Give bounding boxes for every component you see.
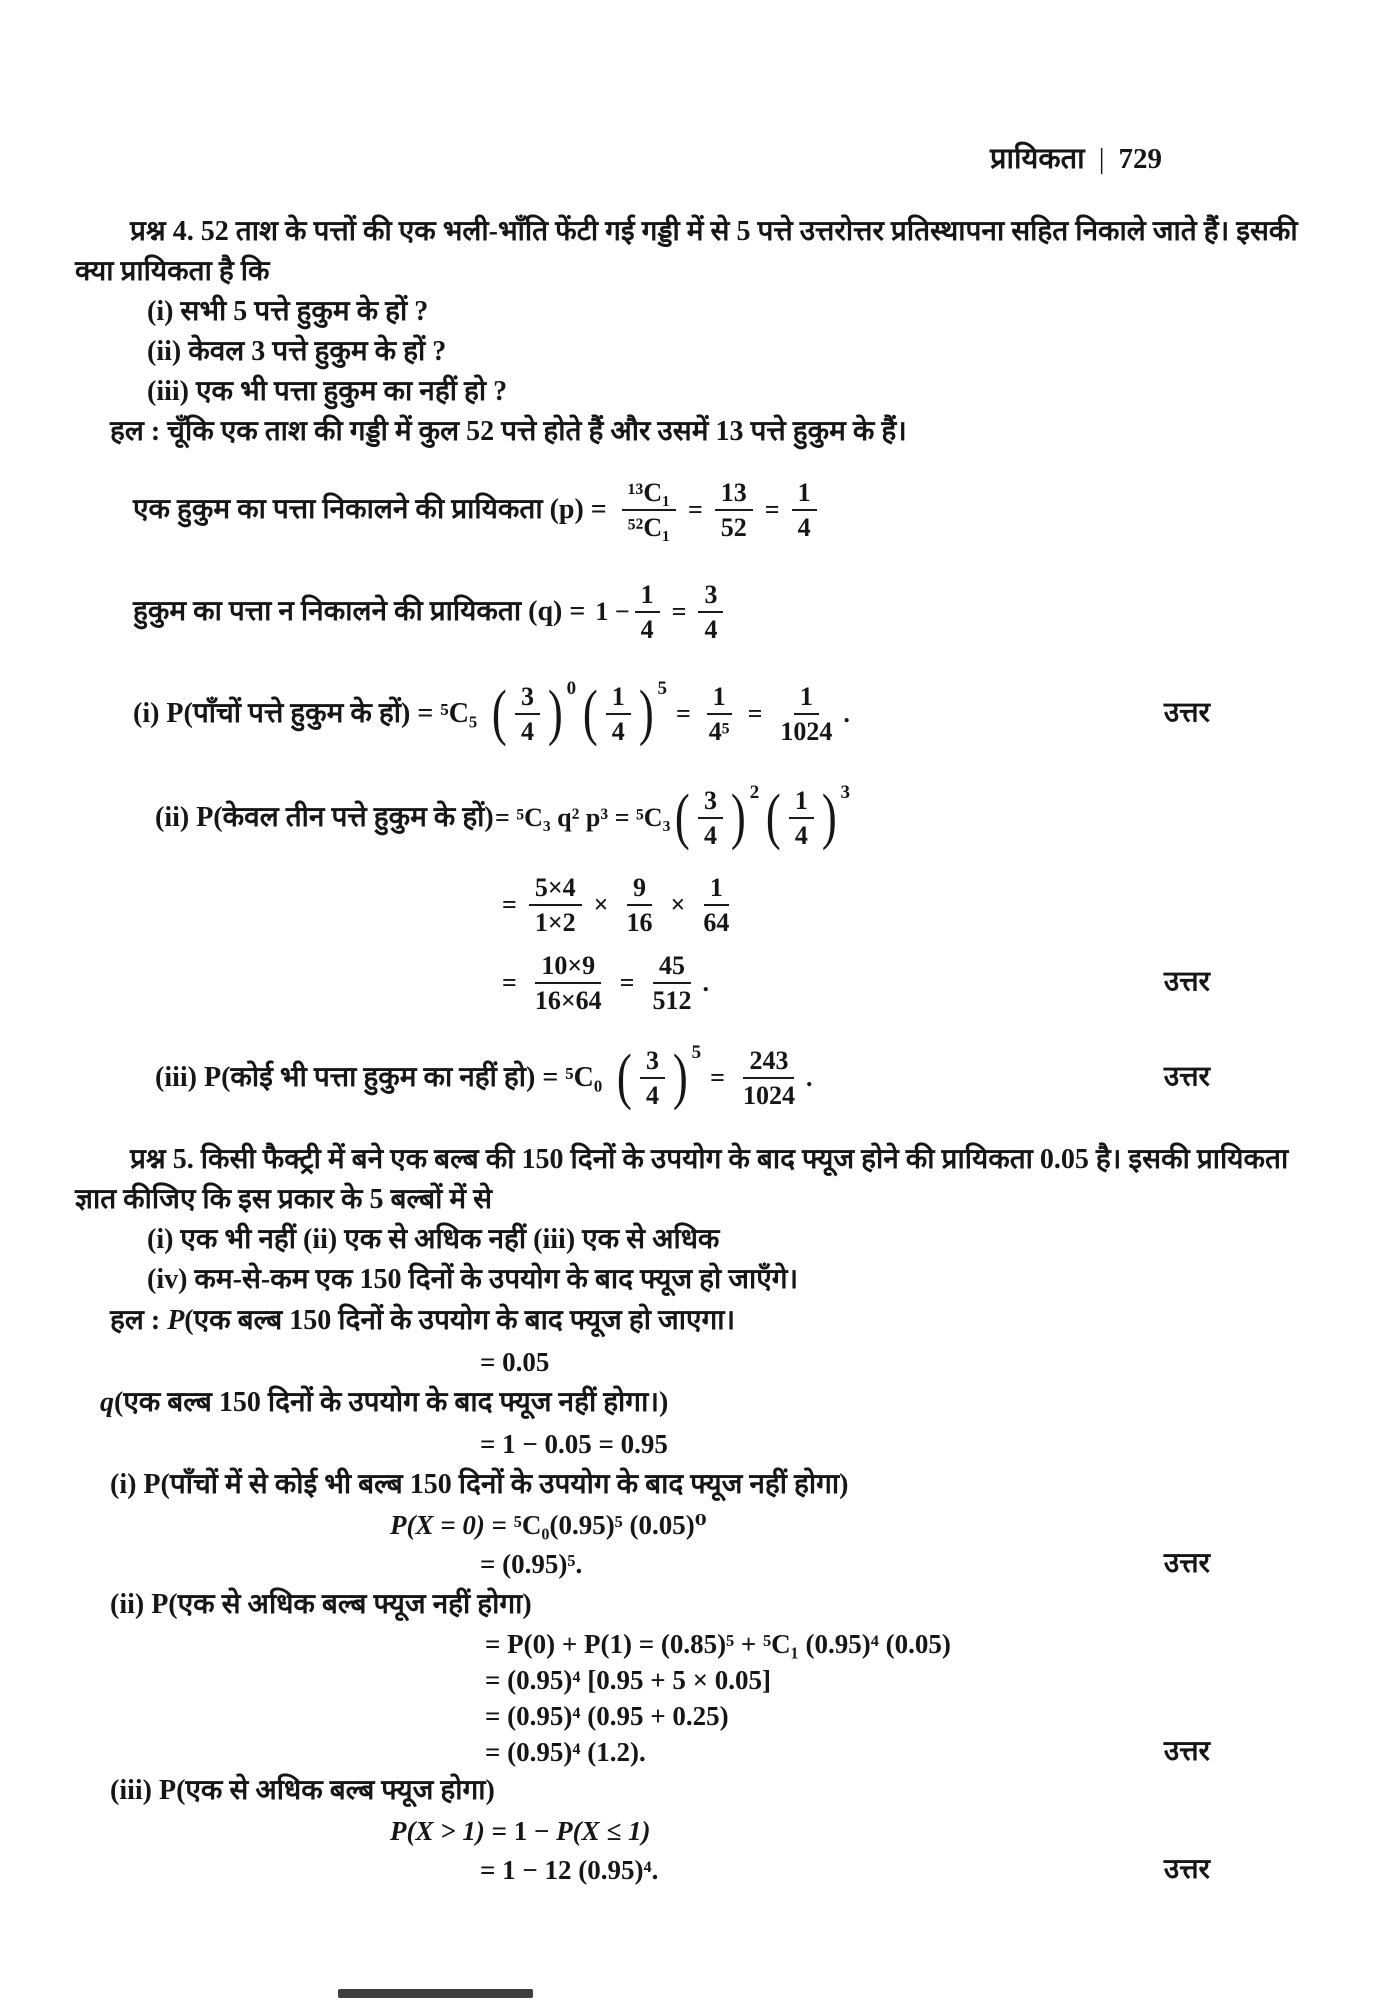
numerator: 13 <box>715 477 753 511</box>
q5-solution-ii-line2: = (0.95)⁴ [0.95 + 5 × 0.05] <box>485 1665 771 1695</box>
probability-expression: P(X ≤ 1) <box>556 1816 651 1846</box>
period: . <box>843 698 850 728</box>
fraction <box>703 681 736 747</box>
equals-sign: = <box>687 494 703 524</box>
fraction <box>792 477 817 543</box>
q4-solution-ii-line1 <box>155 770 1330 866</box>
q5-solution-q-line <box>100 1382 1330 1424</box>
right-paren: ) <box>638 679 654 748</box>
equals-sign: = <box>671 596 687 626</box>
probability-symbol: P <box>167 1305 185 1336</box>
q5-solution-ii-line4 <box>485 1734 1330 1770</box>
q5-solution-iii-line2 <box>480 1850 1330 1890</box>
equation-label: हुकुम का पत्ता न निकालने की प्रायिकता (q) = <box>133 595 586 627</box>
left-paren: ( <box>675 783 691 852</box>
equation-label: एक हुकुम का पत्ता निकालने की प्रायिकता (p) = <box>133 493 607 525</box>
equation-label: (i) P(पाँचों पत्ते हुकुम के हों) = ⁵C₅ <box>133 697 478 729</box>
solution-text: (एक बल्ब 150 दिनों के उपयोग के बाद फ्यूज नहीं होगा।) <box>114 1387 669 1418</box>
q5-solution-i-line1 <box>390 1506 1330 1544</box>
term: = 1 − <box>484 1816 557 1846</box>
denominator: ⁵²C₁ <box>627 513 670 542</box>
question-4-parts <box>147 292 1330 412</box>
term: = ⁵C₃ q² p³ = ⁵C₃ <box>495 802 671 832</box>
q4-probability-q-equation <box>133 570 1330 654</box>
denominator: 52 <box>720 513 747 542</box>
denominator: 4 <box>640 615 654 644</box>
numerator: ¹³C₁ <box>622 477 676 511</box>
term: = 1 − 12 (0.95)⁴. <box>480 1855 659 1885</box>
fraction <box>646 950 697 1016</box>
fraction <box>737 1045 801 1111</box>
question-4-statement: प्रश्न 4. 52 ताश के पत्तों की एक भली-भाँति फेंटी गई गड्डी में से 5 पत्ते उत्तरोत्तर प्रतिस्थापना सहित निकाले जाते हैं। इसकी क्या प्रायिकता है कि <box>75 216 1298 287</box>
fraction <box>606 681 631 747</box>
probability-expression: P(X > 1) <box>390 1816 485 1846</box>
q5-solution-ii-label: (ii) P(एक से अधिक बल्ब फ्यूज नहीं होगा) <box>110 1589 532 1620</box>
power-fraction <box>489 677 577 748</box>
equals-sign: = <box>675 698 691 728</box>
multiply-sign: × <box>593 889 609 919</box>
numerator: 1 <box>635 579 660 613</box>
answer-label: उत्तर <box>1163 697 1210 729</box>
q5-solution-ii-line3: = (0.95)⁴ (0.95 + 0.25) <box>485 1701 729 1731</box>
fraction <box>635 579 660 645</box>
equation-label: (ii) P(केवल तीन पत्ते हुकुम के हों) <box>155 801 494 833</box>
q5-solution-i-line2 <box>480 1544 1330 1584</box>
numerator: 3 <box>515 681 540 715</box>
q4-solution-ii-line2 <box>495 866 1330 944</box>
numerator: 1 <box>794 681 819 715</box>
term: = ⁵C₀(0.95)⁵ (0.05)⁰ <box>484 1510 707 1540</box>
fraction <box>515 681 540 747</box>
denominator: 16×64 <box>534 986 602 1015</box>
period: . <box>702 967 709 997</box>
denominator: 4 <box>797 513 811 542</box>
exponent: 2 <box>749 781 760 803</box>
period: . <box>805 1062 813 1092</box>
question-4-solution-intro: हल : चूँकि एक ताश की गड्डी में कुल 52 पत्ते होते हैं और उसमें 13 पत्ते हुकुम के हैं। <box>110 416 907 447</box>
fraction <box>697 872 735 938</box>
equals-sign: = <box>502 889 517 919</box>
equals-sign: = <box>502 967 517 997</box>
question-4-part-iii: (iii) एक भी पत्ता हुकुम का नहीं हो ? <box>147 376 508 407</box>
denominator: 64 <box>703 908 730 937</box>
answer-label: उत्तर <box>1163 1548 1210 1579</box>
q4-probability-p-equation <box>133 466 1330 554</box>
numerator: 3 <box>698 785 723 819</box>
equation-label: (iii) P(कोई भी पत्ता हुकुम का नहीं हो) = ⁵C₀ <box>155 1061 603 1093</box>
exponent: 5 <box>691 1041 702 1063</box>
fraction <box>698 579 723 645</box>
numerator: 1 <box>707 681 732 715</box>
denominator: 4 <box>704 821 718 850</box>
numerator: 1 <box>792 477 817 511</box>
page-header <box>0 138 1400 177</box>
fraction <box>529 872 582 938</box>
denominator: 4 <box>520 717 534 746</box>
fraction <box>640 1045 665 1111</box>
equals-sign: = <box>764 494 780 524</box>
numerator: 3 <box>640 1045 665 1079</box>
term: = (0.95)⁵. <box>480 1549 583 1579</box>
denominator: 4 <box>794 821 808 850</box>
equals-sign: = <box>747 698 763 728</box>
q4-solution-iii <box>155 1030 1330 1126</box>
denominator: 4 <box>645 1081 659 1110</box>
exponent: 5 <box>657 677 667 699</box>
probability-symbol: q <box>100 1387 114 1418</box>
denominator: 4 <box>704 615 718 644</box>
right-paren: ) <box>547 679 563 748</box>
numerator: 1 <box>789 785 814 819</box>
denominator: 4⁵ <box>708 717 730 746</box>
equals-sign: = <box>619 967 635 997</box>
right-paren: ) <box>672 1043 688 1112</box>
numerator: 45 <box>653 950 691 984</box>
left-paren: ( <box>766 783 781 852</box>
q5-solution-i-label: (i) P(पाँचों में से कोई भी बल्ब 150 दिनों के उपयोग के बाद फ्यूज नहीं होगा) <box>110 1469 849 1500</box>
q5-solution-ii-line1: = P(0) + P(1) = (0.85)⁵ + ⁵C₁ (0.95)⁴ (0.05) <box>485 1629 951 1659</box>
multiply-sign: × <box>670 889 686 919</box>
solution-text: (एक बल्ब 150 दिनों के उपयोग के बाद फ्यूज हो जाएगा। <box>184 1305 736 1336</box>
denominator: 4 <box>611 717 625 746</box>
numerator: 1 <box>704 872 729 906</box>
q5-solution-p-line <box>110 1300 1330 1342</box>
question-5-parts-line2: (iv) कम-से-कम एक 150 दिनों के उपयोग के बाद फ्यूज हो जाएँगे। <box>147 1264 799 1295</box>
denominator: 512 <box>652 986 692 1015</box>
question-4-part-i: (i) सभी 5 पत्ते हुकुम के हों ? <box>147 296 429 327</box>
answer-label: उत्तर <box>1163 1061 1210 1093</box>
left-paren: ( <box>617 1043 633 1112</box>
exponent: 3 <box>840 781 850 803</box>
solution-prefix: हल : <box>110 1305 168 1336</box>
power-fraction <box>763 781 850 852</box>
header-divider: | <box>1098 143 1105 175</box>
power-fraction <box>614 1041 702 1112</box>
equals-sign: = <box>710 1062 725 1092</box>
fraction <box>622 477 676 543</box>
left-paren: ( <box>492 679 508 748</box>
term: = (0.95)⁴ (1.2). <box>485 1737 646 1767</box>
denominator: 1×2 <box>534 908 576 937</box>
page-number: 729 <box>1118 143 1162 175</box>
fraction <box>789 785 814 851</box>
power-fraction <box>672 781 760 852</box>
denominator: 1024 <box>780 717 833 746</box>
fraction <box>698 785 723 851</box>
q4-solution-i <box>133 666 1330 762</box>
q5-solution-iii-label: (iii) P(एक से अधिक बल्ब फ्यूज होगा) <box>110 1775 495 1806</box>
fraction <box>715 477 753 543</box>
question-5-statement: प्रश्न 5. किसी फैक्ट्री में बने एक बल्ब की 150 दिनों के उपयोग के बाद फ्यूज होने की प्रायिकता 0.05 है। इसकी प्रायिकता ज्ञात कीजिए कि इस प्रकार के 5 बल्बों में से <box>75 1144 1289 1215</box>
right-paren: ) <box>821 783 837 852</box>
numerator: 3 <box>698 579 723 613</box>
left-paren: ( <box>583 679 598 748</box>
term: 1 − <box>595 596 630 626</box>
question-5-parts-line1: (i) एक भी नहीं (ii) एक से अधिक नहीं (iii) एक से अधिक <box>147 1224 720 1255</box>
numerator: 10×9 <box>535 950 601 984</box>
numerator: 243 <box>743 1045 794 1079</box>
answer-label: उत्तर <box>1163 1854 1210 1885</box>
q5-solution-iii-line1 <box>390 1812 1330 1850</box>
answer-label: उत्तर <box>1163 1736 1210 1767</box>
power-fraction <box>580 677 667 748</box>
exponent: 0 <box>566 677 577 699</box>
fraction <box>620 872 658 938</box>
numerator: 5×4 <box>529 872 582 906</box>
right-paren: ) <box>730 783 746 852</box>
fraction <box>774 681 838 747</box>
page-content <box>75 212 1330 1890</box>
chapter-title: प्रायिकता <box>990 143 1085 175</box>
denominator: 16 <box>626 908 653 937</box>
numerator: 9 <box>627 872 652 906</box>
answer-label: उत्तर <box>1163 966 1210 998</box>
probability-expression: P(X = 0) <box>390 1510 485 1540</box>
numerator: 1 <box>606 681 631 715</box>
question-4-part-ii: (ii) केवल 3 पत्ते हुकुम के हों ? <box>147 336 447 367</box>
scan-artifact <box>338 1989 533 1998</box>
fraction <box>529 950 608 1016</box>
q4-solution-ii-line3 <box>495 944 1330 1022</box>
denominator: 1024 <box>742 1081 795 1110</box>
q5-p-value: = 0.05 <box>480 1347 550 1377</box>
q5-q-value: = 1 − 0.05 = 0.95 <box>480 1429 668 1459</box>
